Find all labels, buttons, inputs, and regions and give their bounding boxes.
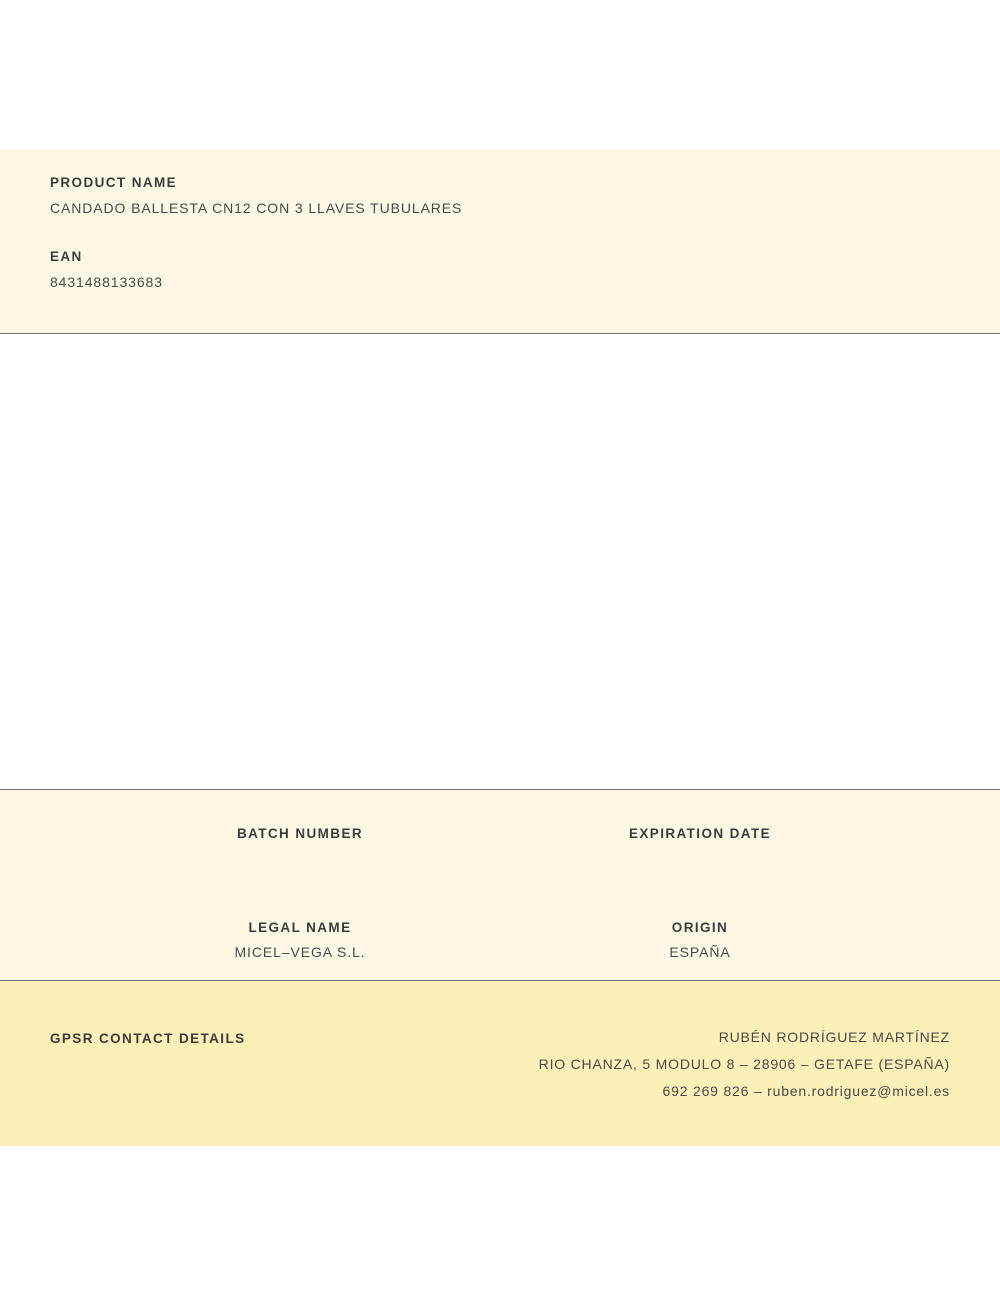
product-name-label: PRODUCT NAME <box>50 175 178 190</box>
product-meta-block <box>0 789 1000 981</box>
gpsr-contact-person: RUBÉN RODRÍGUEZ MARTÍNEZ <box>718 1029 950 1045</box>
batch-number-label: BATCH NUMBER <box>236 826 364 841</box>
legal-name-field <box>0 920 500 960</box>
gpsr-contact-title: GPSR CONTACT DETAILS <box>50 1031 246 1046</box>
footer-blank-area <box>0 1146 1000 1300</box>
gpsr-contact-address: RIO CHANZA, 5 MODULO 8 – 28906 – GETAFE (ESPAÑA) <box>538 1056 950 1072</box>
expiration-date-value <box>500 850 900 866</box>
gpsr-contact-lines <box>539 1029 950 1099</box>
product-info-block <box>0 149 1000 334</box>
meta-row-legal-origin <box>0 920 1000 960</box>
gpsr-contact-phone-email: 692 269 826 – ruben.rodriguez@micel.es <box>662 1083 950 1099</box>
batch-number-value <box>100 850 500 866</box>
meta-row-batch-expiration <box>0 826 1000 866</box>
expiration-date-field <box>500 826 1000 866</box>
gpsr-contact-block <box>0 981 1000 1146</box>
product-info-inner <box>0 149 1000 290</box>
legal-name-label: LEGAL NAME <box>248 920 352 935</box>
expiration-date-label: EXPIRATION DATE <box>628 826 771 841</box>
ean-label: EAN <box>50 249 83 264</box>
batch-number-field <box>0 826 500 866</box>
product-name-value: CANDADO BALLESTA CN12 CON 3 LLAVES TUBULARES <box>50 200 463 216</box>
ean-value: 8431488133683 <box>50 274 163 290</box>
legal-name-value: MICEL–VEGA S.L. <box>234 944 366 960</box>
origin-value: ESPAÑA <box>669 944 731 960</box>
origin-label: ORIGIN <box>671 920 729 935</box>
blank-content-area <box>0 334 1000 789</box>
origin-field <box>500 920 1000 960</box>
